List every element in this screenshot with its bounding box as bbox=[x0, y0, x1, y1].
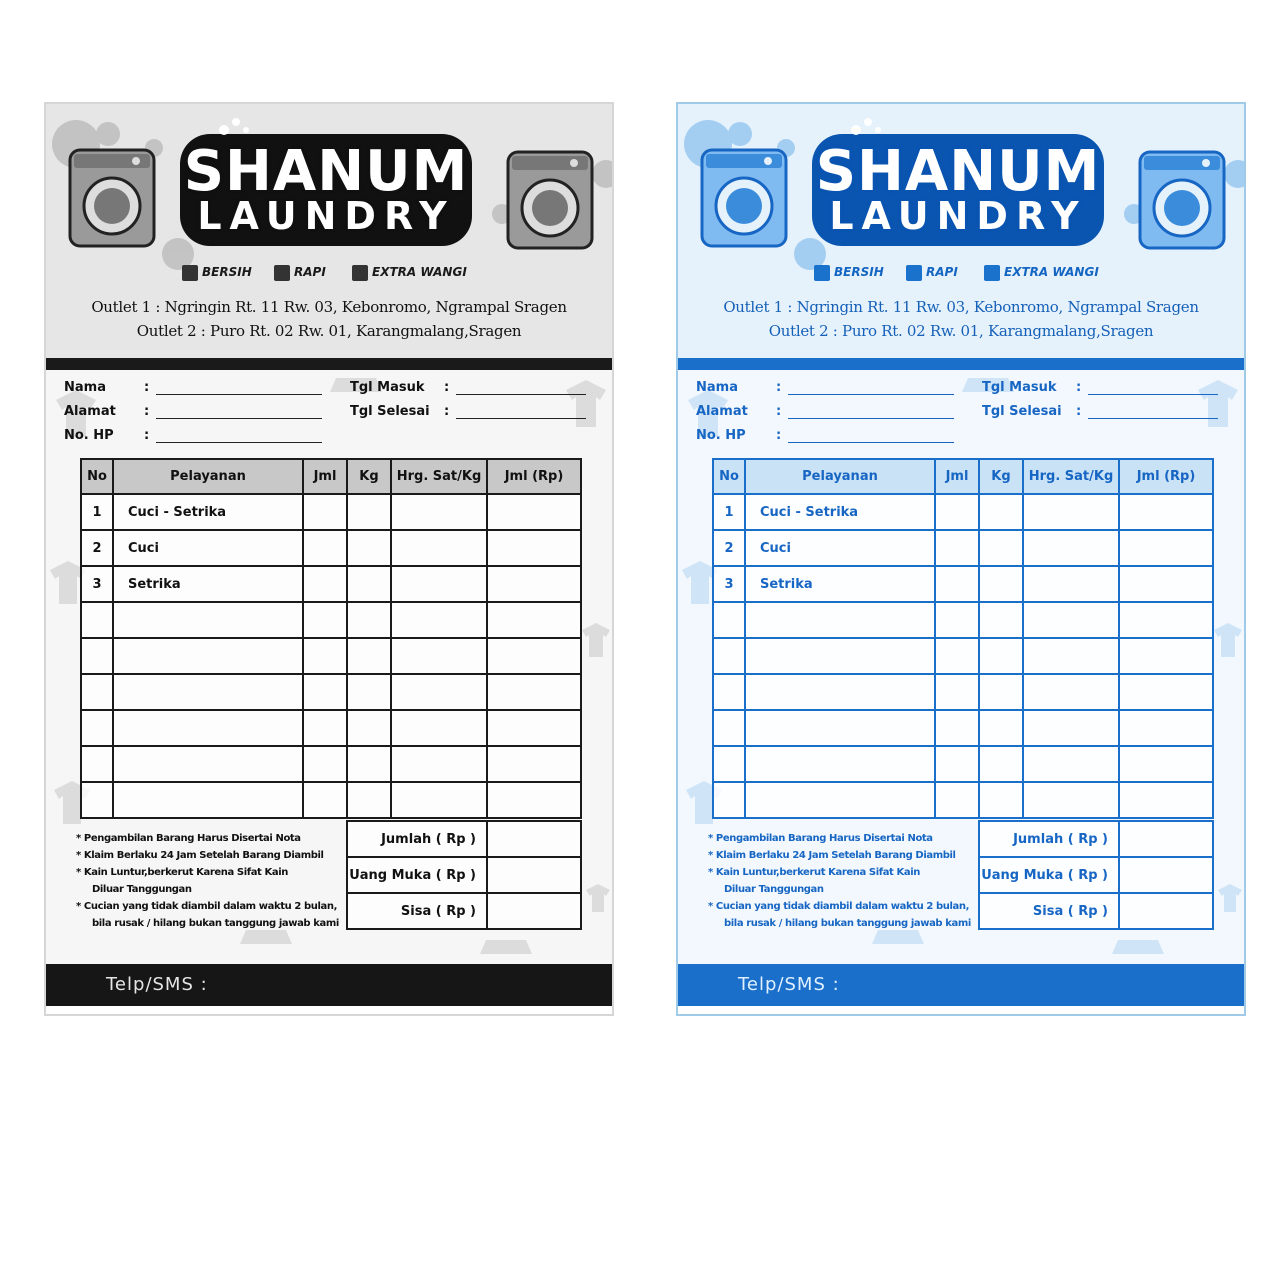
bubble-icon bbox=[864, 118, 872, 126]
table-row-empty[interactable] bbox=[713, 782, 1213, 818]
footer-margin bbox=[46, 1006, 612, 1014]
note-line: * Kain Luntur,berkerut Karena Sifat Kain bbox=[76, 867, 288, 878]
outlet-2-address: Outlet 2 : Puro Rt. 02 Rw. 01, Karangmalang,Sragen bbox=[768, 322, 1154, 340]
iron-icon bbox=[984, 265, 1000, 281]
colon: : bbox=[776, 404, 782, 419]
col-header-jml-rp: Jml (Rp) bbox=[487, 459, 581, 494]
note-line: bila rusak / hilang bukan tanggung jawab kami bbox=[724, 918, 971, 929]
col-header-harga: Hrg. Sat/Kg bbox=[391, 459, 487, 494]
colon: : bbox=[776, 380, 782, 395]
label-tgl-selesai: Tgl Selesai bbox=[350, 404, 430, 419]
col-header-jml: Jml bbox=[935, 459, 979, 494]
colon: : bbox=[776, 428, 782, 443]
cell-jml-rp[interactable] bbox=[1119, 566, 1213, 602]
colon: : bbox=[144, 380, 150, 395]
brand-logo bbox=[808, 126, 1108, 248]
header-divider bbox=[678, 358, 1244, 370]
nama-input-line[interactable] bbox=[788, 394, 954, 395]
receipt-footer bbox=[678, 964, 1244, 1006]
col-header-jml-rp: Jml (Rp) bbox=[1119, 459, 1213, 494]
table-row-empty[interactable] bbox=[81, 746, 581, 782]
table-row bbox=[81, 530, 581, 566]
telp-label: Telp/SMS : bbox=[738, 974, 840, 995]
table-row-empty[interactable] bbox=[81, 674, 581, 710]
cell-kg[interactable] bbox=[979, 566, 1023, 602]
col-header-jml: Jml bbox=[303, 459, 347, 494]
shirt-icon bbox=[566, 380, 606, 427]
service-table bbox=[712, 458, 1214, 819]
table-row-empty[interactable] bbox=[713, 746, 1213, 782]
colon: : bbox=[444, 380, 450, 395]
label-jumlah: Jumlah ( Rp ) bbox=[979, 821, 1119, 857]
row-number: 2 bbox=[713, 530, 745, 566]
receipt-body bbox=[678, 370, 1244, 964]
footer-margin bbox=[678, 1006, 1244, 1014]
totals-table bbox=[978, 820, 1214, 930]
shirt-icon bbox=[1214, 623, 1242, 657]
note-line: * Cucian yang tidak diambil dalam waktu 2 bulan, bbox=[708, 901, 970, 912]
cell-harga[interactable] bbox=[1023, 566, 1119, 602]
tagline-rapi: RAPI bbox=[274, 262, 326, 282]
colon: : bbox=[144, 428, 150, 443]
receipt-header bbox=[46, 104, 612, 358]
brand-sub: LAUNDRY bbox=[829, 194, 1087, 238]
table-row-empty[interactable] bbox=[81, 782, 581, 818]
tagline-extra-wangi: EXTRA WANGI bbox=[352, 262, 467, 282]
washing-machine-icon bbox=[1140, 152, 1224, 248]
label-no-hp: No. HP bbox=[64, 428, 114, 443]
table-row-empty[interactable] bbox=[81, 602, 581, 638]
value-jumlah[interactable] bbox=[1119, 821, 1213, 857]
cell-jml-rp[interactable] bbox=[487, 494, 581, 530]
row-service: Cuci bbox=[113, 530, 303, 566]
totals-table bbox=[346, 820, 582, 930]
washing-machine-icon bbox=[70, 150, 154, 246]
outlet-1-address: Outlet 1 : Ngringin Rt. 11 Rw. 03, Kebonromo, Ngrampal Sragen bbox=[723, 298, 1199, 316]
value-sisa[interactable] bbox=[1119, 893, 1213, 929]
brand-name: SHANUM bbox=[815, 139, 1101, 204]
value-sisa[interactable] bbox=[487, 893, 581, 929]
table-row bbox=[81, 566, 581, 602]
bubble-icon bbox=[232, 118, 240, 126]
cell-kg[interactable] bbox=[979, 530, 1023, 566]
service-table bbox=[80, 458, 582, 819]
label-sisa: Sisa ( Rp ) bbox=[347, 893, 487, 929]
washing-machine-icon bbox=[508, 152, 592, 248]
receipt-header bbox=[678, 104, 1244, 358]
tagline-row bbox=[814, 262, 1114, 282]
label-nama: Nama bbox=[64, 380, 106, 395]
cell-jml[interactable] bbox=[935, 566, 979, 602]
tagline-bersih: BERSIH bbox=[182, 262, 252, 282]
receipt-footer bbox=[46, 964, 612, 1006]
colon: : bbox=[144, 404, 150, 419]
cell-jml[interactable] bbox=[303, 566, 347, 602]
cell-kg[interactable] bbox=[347, 566, 391, 602]
table-row bbox=[81, 494, 581, 530]
bubble-icon bbox=[592, 160, 612, 188]
value-jumlah[interactable] bbox=[487, 821, 581, 857]
shirt-icon bbox=[1218, 884, 1242, 912]
row-number: 1 bbox=[713, 494, 745, 530]
table-row-empty[interactable] bbox=[713, 638, 1213, 674]
bubble-icon bbox=[728, 122, 752, 146]
tgl-selesai-input-line[interactable] bbox=[456, 418, 586, 419]
receipt-grey bbox=[44, 102, 614, 1016]
col-header-kg: Kg bbox=[347, 459, 391, 494]
row-service: Setrika bbox=[745, 566, 935, 602]
tgl-masuk-input-line[interactable] bbox=[456, 394, 586, 395]
shirt-icon bbox=[1198, 380, 1238, 427]
shirt-icon bbox=[586, 884, 610, 912]
cell-harga[interactable] bbox=[391, 494, 487, 530]
label-uang-muka: Uang Muka ( Rp ) bbox=[979, 857, 1119, 893]
col-header-no: No bbox=[713, 459, 745, 494]
cell-jml[interactable] bbox=[935, 494, 979, 530]
cell-jml[interactable] bbox=[935, 530, 979, 566]
brand-name: SHANUM bbox=[183, 139, 469, 204]
iron-icon bbox=[480, 940, 532, 954]
header-divider bbox=[46, 358, 612, 370]
terms-notes bbox=[708, 830, 980, 932]
cell-jml[interactable] bbox=[303, 494, 347, 530]
note-line: * Pengambilan Barang Harus Disertai Nota bbox=[708, 833, 933, 844]
bubble-icon bbox=[1224, 160, 1244, 188]
outlet-2-address: Outlet 2 : Puro Rt. 02 Rw. 01, Karangmalang,Sragen bbox=[136, 322, 522, 340]
tgl-masuk-input-line[interactable] bbox=[1088, 394, 1218, 395]
note-line: * Kain Luntur,berkerut Karena Sifat Kain bbox=[708, 867, 920, 878]
tagline-rapi: RAPI bbox=[906, 262, 958, 282]
cell-harga[interactable] bbox=[1023, 530, 1119, 566]
table-header-row bbox=[713, 459, 1213, 494]
row-service: Setrika bbox=[113, 566, 303, 602]
alamat-input-line[interactable] bbox=[788, 418, 954, 419]
cell-kg[interactable] bbox=[347, 494, 391, 530]
colon: : bbox=[1076, 404, 1082, 419]
label-jumlah: Jumlah ( Rp ) bbox=[347, 821, 487, 857]
col-header-harga: Hrg. Sat/Kg bbox=[1023, 459, 1119, 494]
tagline-bersih: BERSIH bbox=[814, 262, 884, 282]
telp-label: Telp/SMS : bbox=[106, 974, 208, 995]
col-header-no: No bbox=[81, 459, 113, 494]
table-row-empty[interactable] bbox=[713, 710, 1213, 746]
folded-cloth-icon bbox=[274, 265, 290, 281]
cell-jml-rp[interactable] bbox=[487, 530, 581, 566]
no-hp-input-line[interactable] bbox=[788, 442, 954, 443]
value-uang-muka[interactable] bbox=[487, 857, 581, 893]
col-header-kg: Kg bbox=[979, 459, 1023, 494]
colon: : bbox=[1076, 380, 1082, 395]
cell-harga[interactable] bbox=[391, 566, 487, 602]
row-service: Cuci bbox=[745, 530, 935, 566]
alamat-input-line[interactable] bbox=[156, 418, 322, 419]
colon: : bbox=[444, 404, 450, 419]
note-line: Diluar Tanggungan bbox=[724, 884, 824, 895]
col-header-pelayanan: Pelayanan bbox=[113, 459, 303, 494]
note-line: Diluar Tanggungan bbox=[92, 884, 192, 895]
note-line: * Pengambilan Barang Harus Disertai Nota bbox=[76, 833, 301, 844]
shirt-icon bbox=[582, 623, 610, 657]
row-service: Cuci - Setrika bbox=[745, 494, 935, 530]
receipt-blue bbox=[676, 102, 1246, 1016]
table-row-empty[interactable] bbox=[81, 638, 581, 674]
cell-kg[interactable] bbox=[979, 494, 1023, 530]
table-row bbox=[713, 530, 1213, 566]
label-alamat: Alamat bbox=[696, 404, 748, 419]
table-row-empty[interactable] bbox=[713, 602, 1213, 638]
note-line: * Klaim Berlaku 24 Jam Setelah Barang Diambil bbox=[76, 850, 324, 861]
note-line: bila rusak / hilang bukan tanggung jawab kami bbox=[92, 918, 339, 929]
note-line: * Klaim Berlaku 24 Jam Setelah Barang Diambil bbox=[708, 850, 956, 861]
cell-harga[interactable] bbox=[391, 530, 487, 566]
brand-logo bbox=[176, 126, 476, 248]
row-number: 3 bbox=[713, 566, 745, 602]
label-alamat: Alamat bbox=[64, 404, 116, 419]
brand-sub: LAUNDRY bbox=[197, 194, 455, 238]
table-row bbox=[713, 494, 1213, 530]
label-tgl-masuk: Tgl Masuk bbox=[350, 380, 425, 395]
row-number: 1 bbox=[81, 494, 113, 530]
iron-icon bbox=[352, 265, 368, 281]
cell-jml-rp[interactable] bbox=[487, 566, 581, 602]
no-hp-input-line[interactable] bbox=[156, 442, 322, 443]
nama-input-line[interactable] bbox=[156, 394, 322, 395]
note-line: * Cucian yang tidak diambil dalam waktu 2 bulan, bbox=[76, 901, 338, 912]
washing-machine-icon bbox=[702, 150, 786, 246]
value-uang-muka[interactable] bbox=[1119, 857, 1213, 893]
label-uang-muka: Uang Muka ( Rp ) bbox=[347, 857, 487, 893]
terms-notes bbox=[76, 830, 348, 932]
cell-jml[interactable] bbox=[303, 530, 347, 566]
label-tgl-masuk: Tgl Masuk bbox=[982, 380, 1057, 395]
cell-jml-rp[interactable] bbox=[1119, 530, 1213, 566]
outlet-1-address: Outlet 1 : Ngringin Rt. 11 Rw. 03, Kebonromo, Ngrampal Sragen bbox=[91, 298, 567, 316]
label-sisa: Sisa ( Rp ) bbox=[979, 893, 1119, 929]
row-number: 3 bbox=[81, 566, 113, 602]
table-header-row bbox=[81, 459, 581, 494]
shirt-icon bbox=[814, 265, 830, 281]
cell-jml-rp[interactable] bbox=[1119, 494, 1213, 530]
table-row bbox=[713, 566, 1213, 602]
iron-icon bbox=[240, 930, 292, 944]
iron-icon bbox=[1112, 940, 1164, 954]
row-number: 2 bbox=[81, 530, 113, 566]
row-service: Cuci - Setrika bbox=[113, 494, 303, 530]
label-tgl-selesai: Tgl Selesai bbox=[982, 404, 1062, 419]
label-no-hp: No. HP bbox=[696, 428, 746, 443]
table-row-empty[interactable] bbox=[81, 710, 581, 746]
iron-icon bbox=[872, 930, 924, 944]
table-row-empty[interactable] bbox=[713, 674, 1213, 710]
tagline-extra-wangi: EXTRA WANGI bbox=[984, 262, 1099, 282]
label-nama: Nama bbox=[696, 380, 738, 395]
receipt-body bbox=[46, 370, 612, 964]
tgl-selesai-input-line[interactable] bbox=[1088, 418, 1218, 419]
col-header-pelayanan: Pelayanan bbox=[745, 459, 935, 494]
shirt-icon bbox=[182, 265, 198, 281]
tagline-row bbox=[182, 262, 482, 282]
folded-cloth-icon bbox=[906, 265, 922, 281]
bubble-icon bbox=[96, 122, 120, 146]
cell-kg[interactable] bbox=[347, 530, 391, 566]
cell-harga[interactable] bbox=[1023, 494, 1119, 530]
